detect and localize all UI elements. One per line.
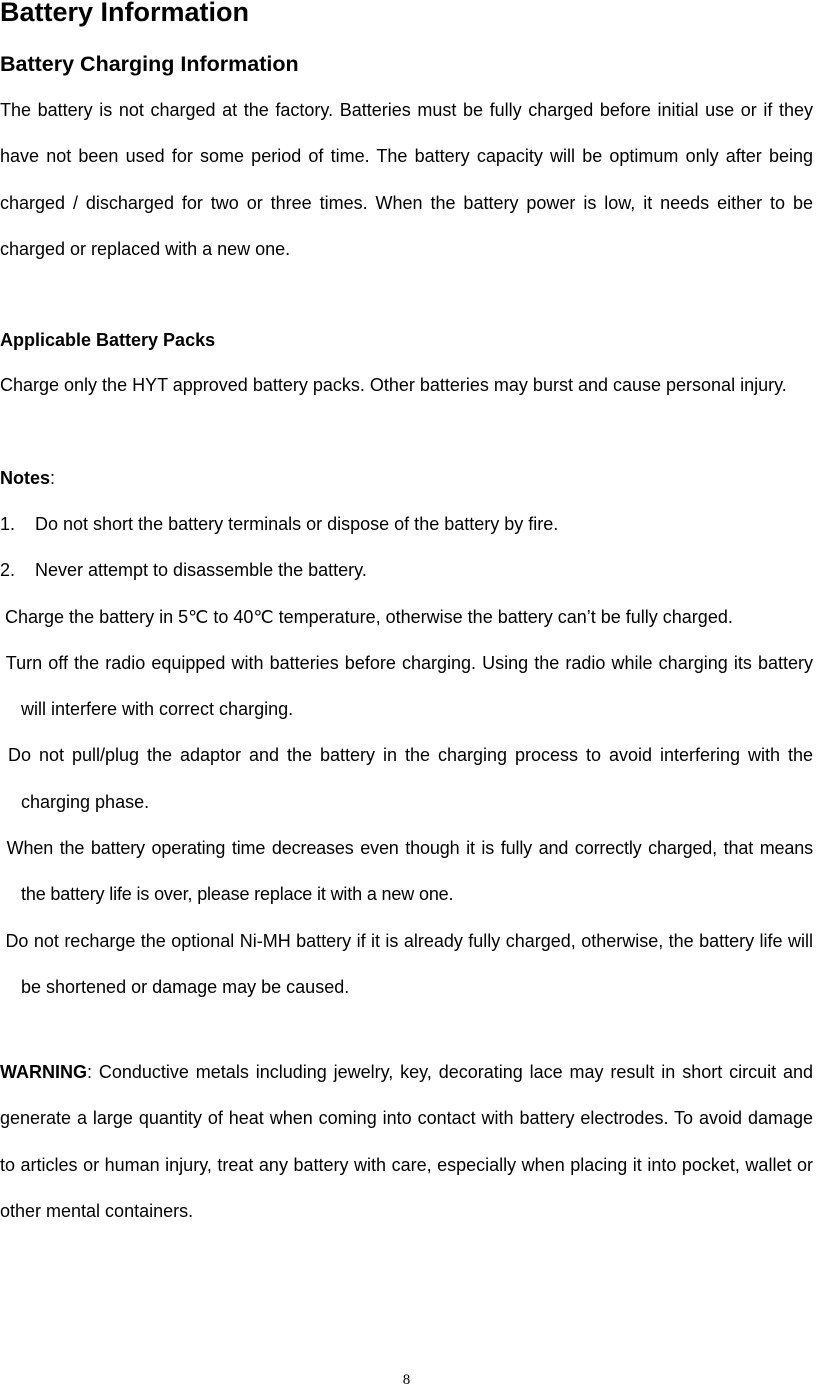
warning-label: WARNING: [0, 1062, 87, 1082]
section-heading-charging: Battery Charging Information: [0, 52, 299, 76]
list-item: [0, 640, 813, 733]
list-item-text: Turn off the radio equipped with batteries before charging. Using the radio while charging its battery will interfere with correct charging.: [5, 652, 813, 720]
list-item: [0, 825, 813, 918]
list-item-text: Do not recharge the optional Ni-MH battery if it is already fully charged, otherwise, the battery life will be shortened or damage may be caused.: [5, 930, 813, 997]
list-item-text: Charge the battery in 5℃ to 40℃ temperature, otherwise the battery can’t be fully charged.: [5, 606, 733, 627]
notes-list: [0, 501, 813, 1010]
list-item: [0, 594, 813, 640]
packs-paragraph: Charge only the HYT approved battery packs. Other batteries may burst and cause personal injury.: [0, 375, 787, 395]
list-item-number: 1.: [0, 514, 16, 534]
list-item: [0, 732, 813, 825]
notes-label: [0, 463, 55, 493]
list-item-number: 2.: [0, 560, 16, 581]
warning-paragraph: [0, 1049, 813, 1234]
list-item-text: Never attempt to disassemble the battery.: [35, 560, 367, 581]
notes-label-colon: :: [50, 468, 56, 488]
section-heading-packs: Applicable Battery Packs: [0, 330, 216, 350]
notes-label-text: Notes: [0, 468, 51, 488]
list-item: [0, 918, 813, 1011]
charging-paragraph: The battery is not charged at the factory. Batteries must be fully charged before initial use or if they have not been used for some period of time. The battery capacity will be optimum only after being charged / discharged for two or three times. When the battery power is low, it needs either to be charged or replaced with a new one.: [0, 100, 813, 259]
page-number: 8: [402, 1372, 411, 1388]
list-item: [0, 501, 813, 547]
list-item: [0, 547, 813, 593]
list-item-text: Do not pull/plug the adaptor and the battery in the charging process to avoid interfering with the charging phase.: [7, 745, 813, 812]
warning-text: : Conductive metals including jewelry, key, decorating lace may result in short circuit and generate a large quantity of heat when coming into contact with battery electrodes. To avoid damage to articles or human injury, treat any battery with care, especially when placing it into pocket, wallet or other mental containers.: [0, 1062, 813, 1221]
page-title: Battery Information: [0, 0, 250, 27]
list-item-text: Do not short the battery terminals or dispose of the battery by fire.: [35, 514, 559, 534]
list-item-text: When the battery operating time decreases even though it is fully and correctly charged, that means the battery life is over, please replace it with a new one.: [6, 838, 813, 905]
